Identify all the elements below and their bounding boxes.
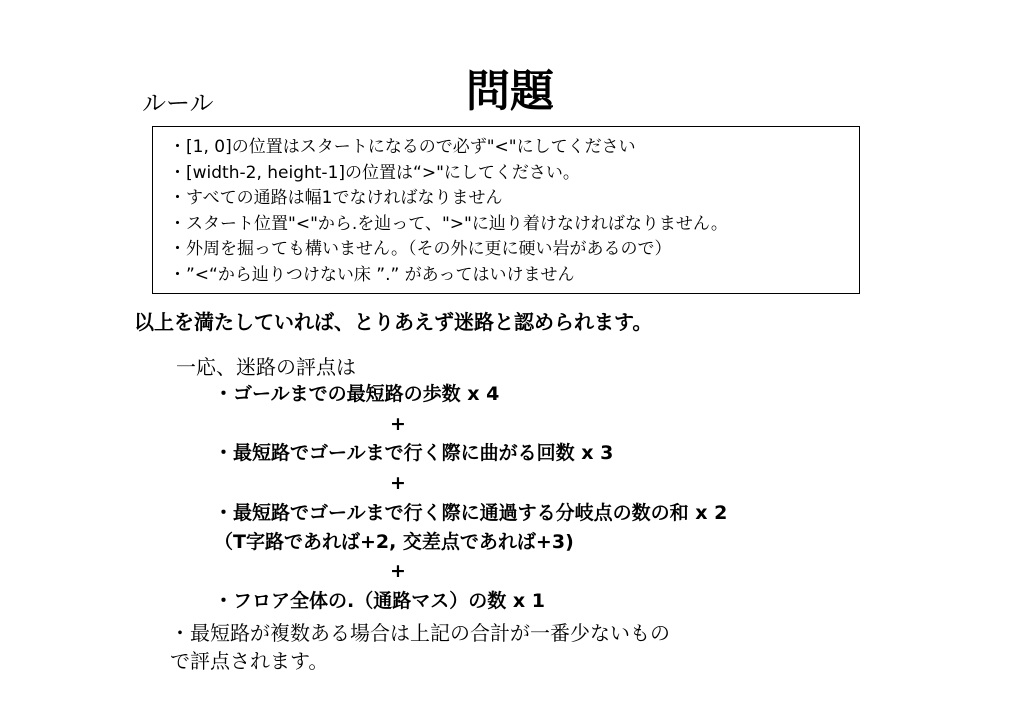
- rules-box: [152, 126, 860, 294]
- score-item-steps: ・ゴールまでの最短路の歩数 x 4: [214, 383, 500, 405]
- rules-list: [169, 135, 728, 288]
- rule-item: ・外周を掘っても構いません。（その外に更に硬い岩があるので）: [169, 239, 672, 259]
- summary-text: 以上を満たしていれば、とりあえず迷路と認められます。: [134, 310, 653, 334]
- rule-heading: ルール: [142, 89, 214, 117]
- page-title: 問題: [466, 66, 554, 117]
- score-item-floor-count: ・フロア全体の.（通路マス）の数 x 1: [214, 590, 545, 612]
- plus-sign: +: [390, 560, 406, 582]
- plus-sign: +: [390, 413, 406, 435]
- score-item-branches: ・最短路でゴールまで行く際に通過する分岐点の数の和 x 2: [214, 502, 728, 524]
- rule-item: ・[1, 0]の位置はスタートになるので必ず"<"にしてください: [169, 137, 636, 157]
- rule-item: ・”<“から辿りつけない床 ”.” があってはいけません: [169, 264, 575, 285]
- rule-item: ・スタート位置"<"から.を辿って、">"に辿り着けなければなりません。: [169, 213, 728, 234]
- rule-item: ・すべての通路は幅1でなければなりません: [169, 188, 503, 208]
- score-item-turns: ・最短路でゴールまで行く際に曲がる回数 x 3: [214, 442, 614, 464]
- score-intro: 一応、迷路の評点は: [176, 355, 356, 379]
- final-note-line: で評点されます。: [170, 649, 329, 673]
- final-note: [170, 619, 670, 675]
- rule-item: ・[width-2, height-1]の位置は“>"にしてください。: [169, 162, 580, 183]
- final-note-line: ・最短路が複数ある場合は上記の合計が一番少ないもの: [170, 621, 670, 645]
- score-item-branches-note: （T字路であれば+2, 交差点であれば+3): [214, 531, 574, 553]
- plus-sign: +: [390, 472, 406, 494]
